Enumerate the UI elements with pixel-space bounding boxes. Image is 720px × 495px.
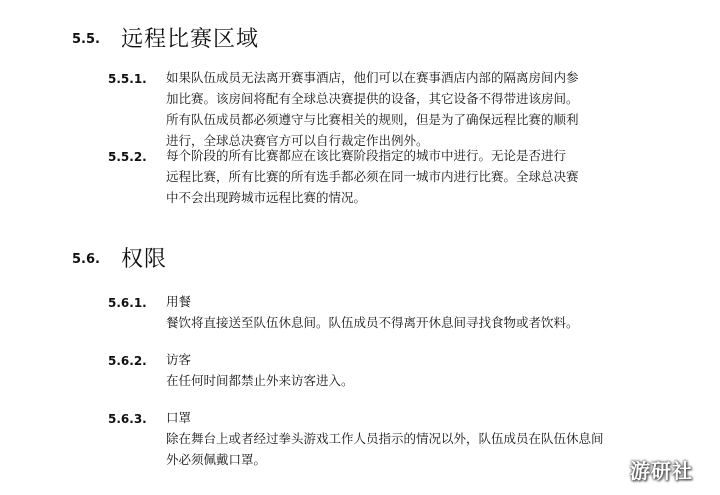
subsection-number: 5.5.1. xyxy=(108,72,147,86)
subsection-body xyxy=(166,291,579,333)
subsection-heading: 访客 xyxy=(166,352,192,367)
paragraph-line: 外必须佩戴口罩。 xyxy=(166,452,267,467)
paragraph-line: 中不会出现跨城市远程比赛的情况。 xyxy=(166,190,367,205)
paragraph-line: 加比赛。该房间将配有全球总决赛提供的设备，其它设备不得带进该房间。 xyxy=(166,91,579,106)
paragraph-line: 每个阶段的所有比赛都应在该比赛阶段指定的城市中进行。无论是否进行 xyxy=(166,148,567,163)
paragraph-line: 除在舞台上或者经过拳头游戏工作人员指示的情况以外，队伍成员在队伍休息间 xyxy=(166,431,604,446)
subsection-number: 5.6.1. xyxy=(108,296,147,310)
subsection-body xyxy=(166,67,579,151)
paragraph-line: 在任何时间都禁止外来访客进入。 xyxy=(166,373,354,388)
section-title: 远程比赛区域 xyxy=(121,27,260,52)
section-number: 5.5. xyxy=(72,32,100,47)
subsection-number: 5.6.2. xyxy=(108,354,147,368)
subsection-body xyxy=(166,407,604,470)
section-number: 5.6. xyxy=(72,252,100,267)
subsection-number: 5.5.2. xyxy=(108,150,147,164)
paragraph-line: 如果队伍成员无法离开赛事酒店，他们可以在赛事酒店内部的隔离房间内参 xyxy=(166,70,579,85)
section-title: 权限 xyxy=(121,247,168,272)
subsection-heading: 口罩 xyxy=(166,410,192,425)
subsection-body xyxy=(166,349,354,391)
subsection-number: 5.6.3. xyxy=(108,412,147,426)
paragraph-line: 餐饮将直接送至队伍休息间。队伍成员不得离开休息间寻找食物或者饮料。 xyxy=(166,315,579,330)
watermark-logo: 游研社 xyxy=(630,459,693,483)
subsection-heading: 用餐 xyxy=(166,294,192,309)
paragraph-line: 远程比赛，所有比赛的所有选手都必须在同一城市内进行比赛。全球总决赛 xyxy=(166,169,579,184)
subsection-body xyxy=(166,145,579,208)
paragraph-line: 所有队伍成员都必须遵守与比赛相关的规则，但是为了确保远程比赛的顺利 xyxy=(166,112,579,127)
paragraph-line: 进行，全球总决赛官方可以自行裁定作出例外。 xyxy=(166,133,429,148)
